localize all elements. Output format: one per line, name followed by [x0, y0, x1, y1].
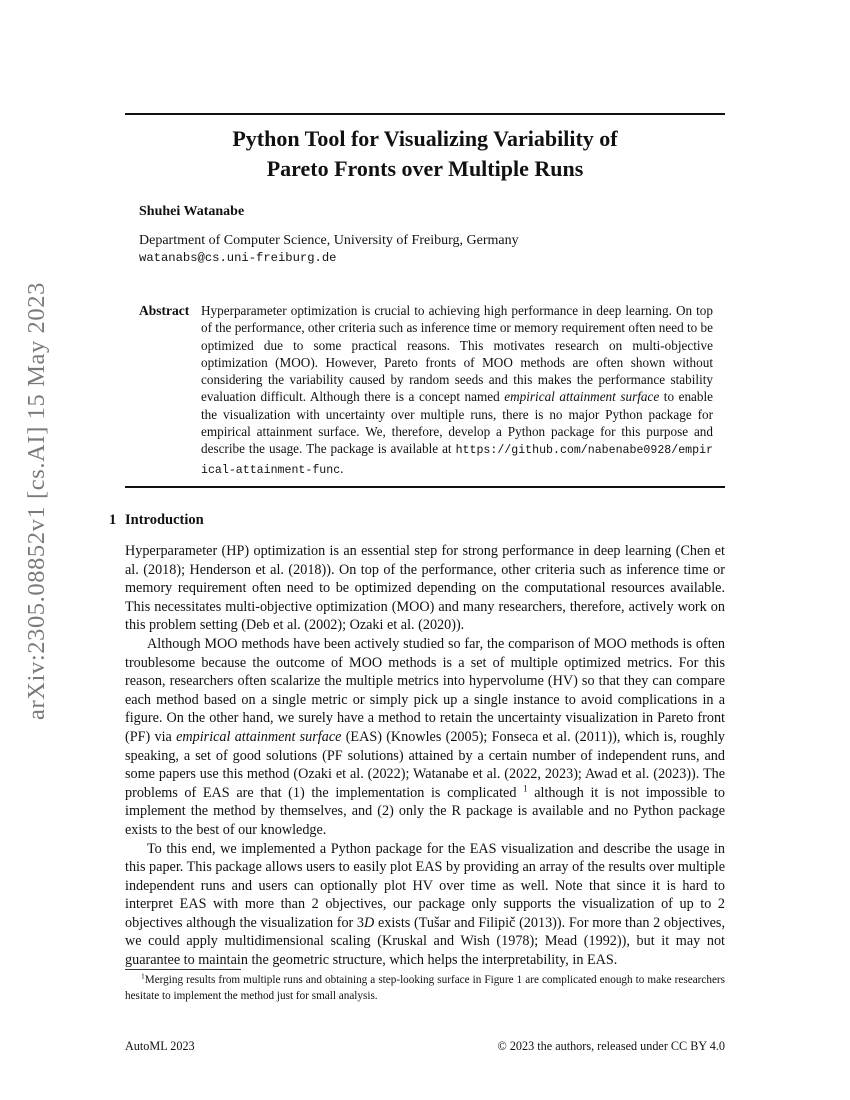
abstract-bottom-rule — [125, 486, 725, 488]
paragraph-2 — [125, 635, 725, 840]
abstract-label: Abstract — [139, 303, 190, 318]
paragraph-2-part-b: (EAS) (Knowles (2005); Fonseca et al. (2011)), which is, roughly speaking, a set of good solutions (PF solutions) attained by a certain number of independent runs, and some papers use this method (Ozaki et al. (2022); Watanabe et al. (2022, 2023); Awad et al. (2023)). The problems of EAS are that (1) the implementation is complicated — [125, 728, 726, 801]
abstract-text — [201, 302, 713, 479]
top-rule — [125, 113, 725, 115]
section-number: 1 — [109, 512, 117, 528]
abstract-part-1: Hyperparameter optimization is crucial to achieving high performance in deep learning. On top of the performance, other criteria such as inference time or memory requirement often need to be optimized due to some practical reasons. This motivates research on multi-objective optimization (MOO). However, Pareto fronts of MOO methods are often shown without considering the variability caused by random seeds and this makes the performance stability evaluation difficult. Although there is a concept named — [201, 303, 713, 405]
paragraph-3-emphasis: D — [364, 914, 375, 931]
paper-title — [125, 124, 725, 184]
footnote-reference[interactable]: 1 — [523, 782, 528, 793]
paragraph-2-emphasis: empirical attainment surface — [176, 728, 342, 745]
footnote-rule — [125, 969, 241, 970]
author-affiliation: Department of Computer Science, University of Freiburg, Germany — [139, 233, 519, 248]
arxiv-identifier — [6, 282, 68, 720]
footnote-text: Merging results from multiple runs and obtaining a step-looking surface in Figure 1 are complicated enough to make researchers hesitate to implement the method just for small analysis. — [125, 974, 725, 1002]
paragraph-2-part-a: Although MOO methods have been actively studied so far, the comparison of MOO methods is often troublesome because the outcome of MOO methods is a set of multiple optimized metrics. For this reason, researchers often scalarize the multiple metrics into hypervolume (HV) so that they can compare each method based on a single metric or simply pick up a single instance to avoid complications in a figure. On the other hand, we surely have a method to retain the uncertainty visualization in Pareto front (PF) via — [125, 635, 725, 745]
paragraph-1: Hyperparameter (HP) optimization is an essential step for strong performance in deep learning (Chen et al. (2018); Henderson et al. (2018)). On top of the performance, other criteria such as inference time or memory requirement often need to be optimized depending on the computational resources available. This necessitates multi-objective optimization (MOO) and many researchers, therefore, actively work on this problem setting (Deb et al. (2002); Ozaki et al. (2020)). — [125, 543, 725, 634]
section-heading — [109, 512, 204, 529]
abstract-end: . — [340, 460, 344, 476]
section-title: Introduction — [125, 512, 204, 528]
abstract-emphasis: empirical attainment surface — [504, 389, 660, 405]
author-email: watanabs@cs.uni-freiburg.de — [139, 251, 337, 265]
footnote — [125, 973, 725, 1004]
paragraph-2-part-c: although it is not impossible to implement the method by themselves, and (2) only the R package is available and no Python package exists to the best of our knowledge. — [125, 784, 726, 838]
paragraph-3-part-a: To this end, we implemented a Python package for the EAS visualization and describe the usage in this paper. This package allows users to easily plot EAS by providing an array of the results over multiple independent runs and users can optionally plot HV over time as well. Note that since it is hard to interpret EAS with more than 2 objectives, our package only supports the visualization of up to 2 objectives although the visualization for 3 — [125, 840, 725, 931]
arxiv-identifier-text: arXiv:2305.08852v1 [cs.AI] 15 May 2023 — [23, 282, 51, 720]
footnote-marker: 1 — [141, 971, 145, 981]
introduction-body — [125, 542, 725, 970]
footer-license: © 2023 the authors, released under CC BY 4.0 — [497, 1039, 725, 1053]
abstract-part-2: to enable the visualization with uncertainty over multiple runs, there is no major Python package for empirical attainment surface. We, therefore, develop a Python package for this purpose and describe the usage. The package is available at — [201, 389, 714, 457]
footer-venue: AutoML 2023 — [125, 1039, 195, 1053]
title-line-1: Python Tool for Visualizing Variability of — [232, 126, 618, 151]
package-url: https://github.com/nabenabe0928/empirical-attainment-func — [201, 444, 714, 477]
paragraph-3-part-b: exists (Tušar and Filipič (2013)). For more than 2 objectives, we could apply multidimensional scaling (Kruskal and Wish (1978); Mead (1992)), but it may not guarantee to maintain the geometric structure, which helps the interpretability, in EAS. — [125, 914, 726, 969]
author-name: Shuhei Watanabe — [139, 204, 245, 219]
paragraph-3 — [125, 840, 725, 970]
title-line-2: Pareto Fronts over Multiple Runs — [266, 156, 584, 181]
